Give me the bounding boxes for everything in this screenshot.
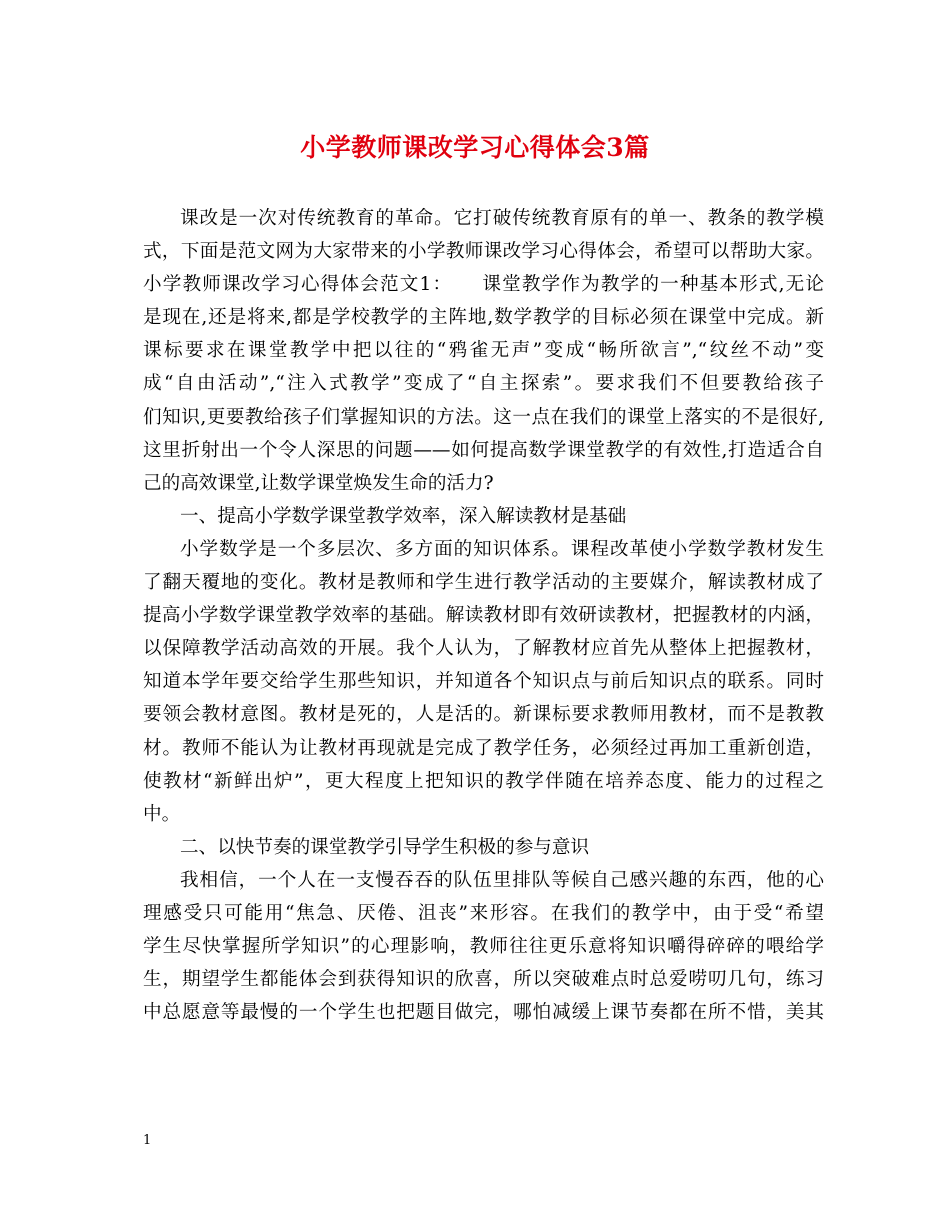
paragraph-line: 知道本学年要交给学生那些知识，并知道各个知识点与前后知识点的联系。同时 [143,671,824,693]
paragraph-line: 己的高效课堂,让数学课堂焕发生命的活力? [143,472,494,494]
paragraph-line: 生，期望学生都能体会到获得知识的欣喜，所以突破难点时总爱唠叨几句，练习 [143,969,824,991]
paragraph-line: 这里折射出一个令人深思的问题——如何提高数学课堂教学的有效性,打造适合自 [143,439,824,461]
section-heading: 一、提高小学数学课堂教学效率，深入解读教材是基础 [180,505,627,527]
paragraph-line: 使教材“新鲜出炉”，更大程度上把知识的教学伴随在培养态度、能力的过程之 [143,770,824,792]
paragraph-line: 了翻天覆地的变化。教材是教师和学生进行教学活动的主要媒介，解读教材成了 [143,572,824,594]
paragraph-line: 中。 [143,803,181,825]
document-body [143,202,824,1029]
paragraph-line: 式，下面是范文网为大家带来的小学教师课改学习心得体会，希望可以帮助大家。 [143,241,824,263]
paragraph-line: 小学数学是一个多层次、多方面的知识体系。课程改革使小学数学教材发生 [180,538,824,560]
paragraph-line: 课改是一次对传统教育的革命。它打破传统教育原有的单一、教条的教学模 [180,208,824,229]
section-heading: 二、以快节奏的课堂教学引导学生积极的参与意识 [180,836,590,858]
paragraph-line: 们知识,更要教给孩子们掌握知识的方法。这一点在我们的课堂上落实的不是很好, [143,406,824,428]
paragraph-line: 要领会教材意图。教材是死的，人是活的。新课标要求教师用教材，而不是教教 [143,704,824,726]
document-title: 小学教师课改学习心得体会3篇 [300,133,650,162]
paragraph-line: 我相信，一个人在一支慢吞吞的队伍里排队等候自己感兴趣的东西，他的心 [180,869,824,891]
page-number: 1 [143,1133,152,1148]
paragraph-line: 理感受只可能用“焦急、厌倦、沮丧”来形容。在我们的教学中，由于受“希望 [143,902,824,924]
paragraph-line: 以保障教学活动高效的开展。我个人认为，了解教材应首先从整体上把握教材， [143,638,824,660]
paragraph-line: 小学教师课改学习心得体会范文1： 课堂教学作为教学的一种基本形式,无论 [143,274,824,296]
paragraph-line: 材。教师不能认为让教材再现就是完成了教学任务，必须经过再加工重新创造， [143,737,824,759]
paragraph-line: 中总愿意等最慢的一个学生也把题目做完，哪怕减缓上课节奏都在所不惜，美其 [143,1002,824,1024]
paragraph-line: 提高小学数学课堂教学效率的基础。解读教材即有效研读教材，把握教材的内涵， [143,605,824,627]
paragraph-line: 是现在,还是将来,都是学校教学的主阵地,数学教学的目标必须在课堂中完成。新 [143,307,824,329]
paragraph-line: 课标要求在课堂教学中把以往的“鸦雀无声”变成“畅所欲言”,“纹丝不动”变 [143,340,824,362]
paragraph-line: 学生尽快掌握所学知识”的心理影响，教师往往更乐意将知识嚼得碎碎的喂给学 [143,936,824,958]
paragraph-line: 成“自由活动”,“注入式教学”变成了“自主探索”。要求我们不但要教给孩子 [143,373,824,395]
